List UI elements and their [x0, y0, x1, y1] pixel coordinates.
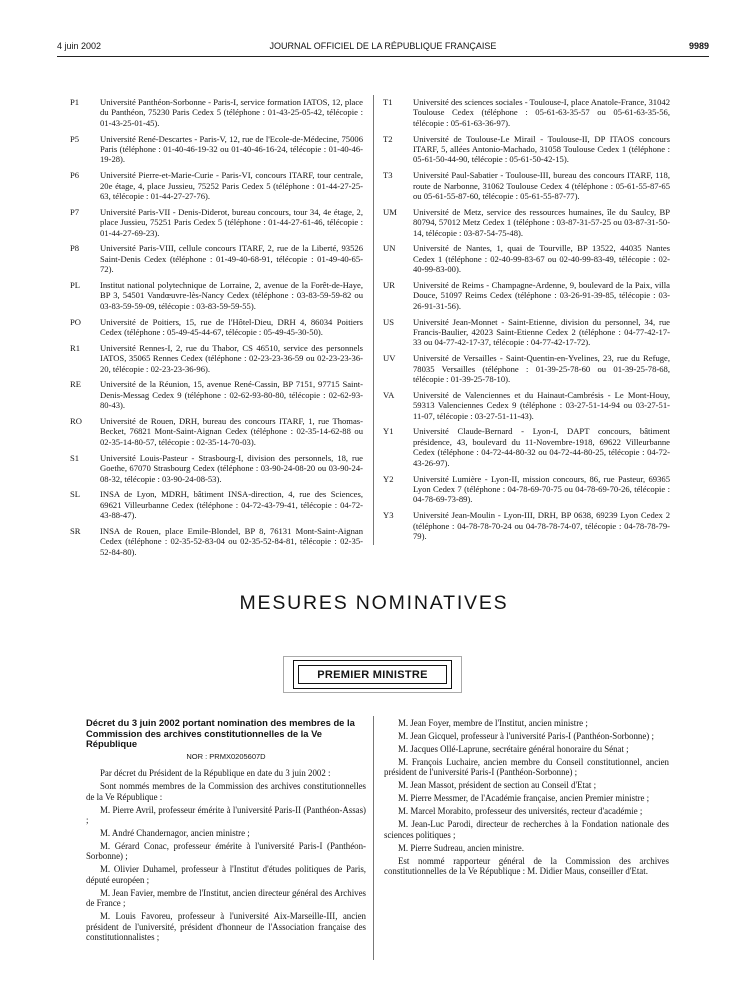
entry-code: Y1 [383, 426, 394, 437]
entry-code: SL [70, 489, 81, 500]
header-rule [57, 56, 709, 57]
address-entry [383, 353, 670, 384]
decree-paragraph: M. Marcel Morabito, professeur des universités, recteur d'académie ; [398, 806, 643, 817]
address-entry [383, 134, 670, 165]
entry-code: R1 [70, 342, 81, 353]
entry-text: Université de Metz, service des ressources humaines, île du Saulcy, BP 80794, 57012 Metz Cedex 1 (téléphone : 03-87-31-57-25 ou 03-87-31-50-14, télécopie : 03-87-54-75-48). [413, 206, 670, 238]
entry-code: T1 [383, 97, 393, 107]
address-list-left [70, 97, 363, 563]
entry-code: T2 [383, 133, 393, 144]
decree-paragraph: M. Jacques Ollé-Laprune, secrétaire général honoraire du Sénat ; [398, 744, 629, 754]
entry-code: UN [383, 243, 396, 254]
decree-paragraph: M. André Chandernagor, ancien ministre ; [100, 828, 250, 838]
page-header [57, 41, 709, 55]
address-entry [70, 170, 363, 201]
entry-code: P5 [70, 133, 80, 144]
address-list-right [383, 97, 670, 547]
entry-code: US [383, 316, 394, 327]
entry-code: P7 [70, 206, 80, 217]
decree-paragraph: M. Pierre Avril, professeur émérite à l'université Paris-II (Panthéon-Assas) ; [86, 804, 366, 825]
entry-text: Université de Poitiers, 15, rue de l'Hôtel-Dieu, DRH 4, 86034 Poitiers Cedex (téléphone : 05-49-45-44-67, télécopie : 05-49-45-30-50). [100, 316, 363, 338]
entry-text: Université de Nantes, 1, quai de Tourville, BP 13522, 44035 Nantes Cedex 1 (téléphone : 02-40-99-83-67 ou 02-40-99-83-49, télécopie : 02-40-99-83-00). [413, 243, 670, 275]
address-entry [383, 510, 670, 541]
address-entry [383, 170, 670, 201]
entry-text: Université Jean-Monnet - Saint-Etienne, division du personnel, 34, rue Francis-Baulier, 42023 Saint-Etienne Cedex 2 (téléphone : 04-77-42-17-33 ou 04-77-42-17-37, télécopie : 04-77-42-17-72). [413, 316, 670, 348]
decree-paragraphs [86, 768, 366, 942]
entry-text: Université de Valenciennes et du Hainaut-Cambrésis - Le Mont-Houy, 59313 Valenciennes Cedex 9 (téléphone : 03-27-51-14-94 ou 03-27-51-11-07, télécopie : 03-27-51-11-43). [413, 389, 670, 421]
entry-code: VA [383, 389, 395, 400]
entry-text: INSA de Lyon, MDRH, bâtiment INSA-direction, 4, rue des Sciences, 69621 Villeurbanne Cedex (téléphone : 04-72-43-79-41, télécopie : 04-72-43-88-47). [100, 489, 363, 521]
address-entry [383, 97, 670, 128]
entry-text: Université Panthéon-Sorbonne - Paris-I, service formation IATOS, 12, place du Panthéon, 75230 Paris Cedex 5 (téléphone : 01-43-25-05-42, télécopie : 01-43-25-01-45). [100, 97, 363, 128]
entry-text: Université des sciences sociales - Toulouse-I, place Anatole-France, 31042 Toulouse Cedex (téléphone : 05-61-63-35-57 ou 05-61-63-35-56, télécopie : 05-61-63-36-97). [413, 97, 670, 128]
address-entry [383, 390, 670, 421]
decree-paragraph: M. Jean Foyer, membre de l'Institut, ancien ministre ; [398, 718, 588, 728]
decree-paragraph: Sont nommés membres de la Commission des archives constitutionnelles de la Ve République : [86, 781, 366, 802]
address-entry [70, 134, 363, 165]
entry-text: Université de Versailles - Saint-Quentin-en-Yvelines, 23, rue du Refuge, 78035 Versailles (téléphone : 01-39-25-78-60 ou 01-39-25-78-68, télécopie : 01-39-25-78-10). [413, 353, 670, 385]
address-entry [70, 343, 363, 374]
address-entry [70, 97, 363, 128]
ministry-label: PREMIER MINISTRE [298, 665, 447, 684]
address-entry [383, 474, 670, 505]
entry-code: S1 [70, 452, 80, 463]
entry-code: UV [383, 353, 396, 364]
decree-nor: NOR : PRMX0205607D [186, 751, 266, 761]
entry-code: PL [70, 280, 81, 291]
decree-paragraph: M. Pierre Sudreau, ancien ministre. [398, 842, 524, 853]
decree-paragraph: M. Jean Favier, membre de l'Institut, ancien directeur général des Archives de France ; [86, 887, 366, 909]
address-entry [70, 489, 363, 520]
decree-paragraph: M. Jean-Luc Parodi, directeur de recherches à la Fondation nationale des sciences politiques ; [384, 819, 669, 840]
address-entry [70, 280, 363, 311]
decree-paragraph: M. Gérard Conac, professeur émérite à l'université Paris-I (Panthéon-Sorbonne) ; [86, 841, 366, 862]
entry-text: INSA de Rouen, place Emile-Blondel, BP 8, 76131 Mont-Saint-Aignan Cedex (téléphone : 02-35-52-83-04 ou 02-35-52-84-81, télécopie : 02-35-52-84-80). [100, 525, 363, 557]
address-entry [383, 207, 670, 238]
address-entry [70, 416, 363, 447]
entry-text: Université Pierre-et-Marie-Curie - Paris-VI, concours ITARF, tour centrale, 20e étage, 4, place Jussieu, 75252 Paris Cedex 5 (téléphone : 01-44-27-25-63, télécopie : 01-44-27-27-76). [100, 170, 363, 202]
entry-text: Université Lumière - Lyon-II, mission concours, 86, rue Pasteur, 69365 Lyon Cedex 7 (téléphone : 04-78-69-70-75 ou 04-78-69-70-26, télécopie : 04-78-69-73-89). [413, 473, 670, 505]
entry-code: UR [383, 280, 395, 291]
column-divider-lower [373, 716, 374, 960]
entry-code: PO [70, 316, 81, 327]
address-entry [70, 453, 363, 484]
ministry-box [293, 660, 452, 689]
header-page-number: 9989 [688, 41, 709, 51]
entry-code: Y2 [383, 473, 394, 484]
decree-paragraph: M. Jean Gicquel, professeur à l'université Paris-I (Panthéon-Sorbonne) ; [398, 731, 654, 741]
entry-code: UM [383, 206, 397, 217]
address-entry [383, 243, 670, 274]
entry-code: RO [70, 416, 82, 427]
address-entry [70, 207, 363, 238]
address-entry [383, 317, 670, 348]
decree-left-column [86, 718, 366, 945]
entry-text: Université Louis-Pasteur - Strasbourg-I, division des personnels, 18, rue Goethe, 67070 Strasbourg Cedex (téléphone : 03-90-24-08-20 ou 03-90-24-08-32, télécopie : 03-90-24-08-53). [100, 452, 363, 484]
entry-text: Université de Rouen, DRH, bureau des concours ITARF, 1, rue Thomas-Becket, 76821 Mont-Saint-Aignan Cedex (téléphone : 02-35-14-62-88 ou 02-35-14-80-57, télécopie : 02-35-14-70-03). [100, 416, 363, 447]
entry-text: Université Paris-VIII, cellule concours ITARF, 2, rue de la Liberté, 93526 Saint-Denis Cedex (téléphone : 01-49-40-68-91, télécopie : 01-49-40-65-72). [100, 243, 363, 275]
entry-text: Université Paul-Sabatier - Toulouse-III, bureau des concours ITARF, 118, route de Narbonne, 31062 Toulouse Cedex 4 (téléphone : 05-61-55-87-65 ou 05-61-55-87-60, télécopie : 05-61-55-87-77). [413, 170, 670, 202]
column-divider [373, 95, 374, 545]
entry-text: Université René-Descartes - Paris-V, 12, rue de l'Ecole-de-Médecine, 75006 Paris (téléphone : 01-40-46-19-32 ou 01-40-46-16-24, télécopie : 01-40-46-19-28). [100, 133, 363, 165]
decree-title: Décret du 3 juin 2002 portant nomination des membres de la Commission des archives constitutionnelles de la Ve République [86, 717, 355, 750]
entry-code: P6 [70, 170, 80, 181]
address-entry [383, 426, 670, 468]
header-date: 4 juin 2002 [57, 41, 102, 51]
entry-text: Université Jean-Moulin - Lyon-III, DRH, BP 0638, 69239 Lyon Cedex 2 (téléphone : 04-78-78-70-24 ou 04-78-78-74-07, télécopie : 04-78-78-79-79). [413, 510, 670, 541]
decree-paragraph: Par décret du Président de la République en date du 3 juin 2002 : [100, 768, 331, 779]
entry-text: Université Rennes-I, 2, rue du Thabor, CS 46510, service des personnels IATOS, 35065 Rennes Cedex (téléphone : 02-23-23-36-59 ou 02-23-23-36-20, télécopie : 02-23-23-36-96). [100, 342, 363, 374]
decree-paragraph: M. Jean Massot, président de section au Conseil d'Etat ; [398, 780, 597, 791]
entry-text: Université Claude-Bernard - Lyon-I, DAPT concours, bâtiment présidence, 43, boulevard du 11-Novembre-1918, 69622 Villeurbanne Cedex (téléphone : 04-72-44-80-32 ou 04-72-44-80-25, télécopie : 04-72-43-26-97). [413, 426, 670, 468]
entry-text: Université Paris-VII - Denis-Diderot, bureau concours, tour 34, 4e étage, 2, place Jussieu, 75251 Paris Cedex 5 (téléphone : 01-44-27-61-46, télécopie : 01-44-27-69-23). [100, 206, 363, 238]
decree-paragraph: M. Pierre Messmer, de l'Académie française, ancien Premier ministre ; [398, 793, 650, 804]
decree-paragraph: M. François Luchaire, ancien membre du Conseil constitutionnel, ancien président de l'université Paris-I (Panthéon-Sorbonne) ; [384, 757, 669, 778]
entry-code: P8 [70, 243, 80, 254]
entry-text: Institut national polytechnique de Lorraine, 2, avenue de la Forêt-de-Haye, BP 3, 54501 Vandœuvre-lès-Nancy Cedex (téléphone : 03-83-59-59-82 ou 03-83-59-59-09, télécopie : 03-83-59-59-55). [100, 280, 363, 311]
address-entry [70, 317, 363, 338]
address-entry [383, 280, 670, 311]
entry-text: Université de Reims - Champagne-Ardenne, 9, boulevard de la Paix, villa Douce, 51097 Reims Cedex (téléphone : 03-26-91-39-85, télécopie : 03-26-91-31-56). [413, 280, 670, 311]
entry-code: T3 [383, 170, 393, 181]
decree-right-column [384, 718, 669, 879]
address-entry [70, 526, 363, 557]
entry-text: Université de Toulouse-Le Mirail - Toulouse-II, DP ITAOS concours ITARF, 5, allées Antonio-Machado, 31058 Toulouse Cedex 1 (téléphone : 05-61-50-44-90, télécopie : 05-61-50-42-15). [413, 133, 670, 165]
entry-code: P1 [70, 97, 80, 107]
address-entry [70, 379, 363, 410]
entry-code: RE [70, 379, 81, 390]
entry-code: SR [70, 525, 81, 536]
decree-paragraph: M. Louis Favoreu, professeur à l'université Aix-Marseille-III, ancien président de l'université, président d'honneur de l'Association française des constitutionnalistes ; [86, 911, 366, 943]
decree-paragraph: M. Olivier Duhamel, professeur à l'Institut d'études politiques de Paris, député européen ; [86, 864, 366, 885]
address-entry [70, 243, 363, 274]
entry-text: Université de la Réunion, 15, avenue René-Cassin, BP 7151, 97715 Saint-Denis-Messag Cedex 9 (téléphone : 02-62-93-80-80, télécopie : 02-62-93-80-43). [100, 379, 363, 411]
header-journal-title: JOURNAL OFFICIEL DE LA RÉPUBLIQUE FRANÇAISE [269, 41, 497, 51]
decree-paragraph: Est nommé rapporteur général de la Commission des archives constitutionnelles de la Ve République : M. Didier Maus, conseiller d'Etat. [384, 855, 669, 877]
entry-code: Y3 [383, 510, 394, 521]
section-title: MESURES NOMINATIVES [239, 592, 509, 614]
